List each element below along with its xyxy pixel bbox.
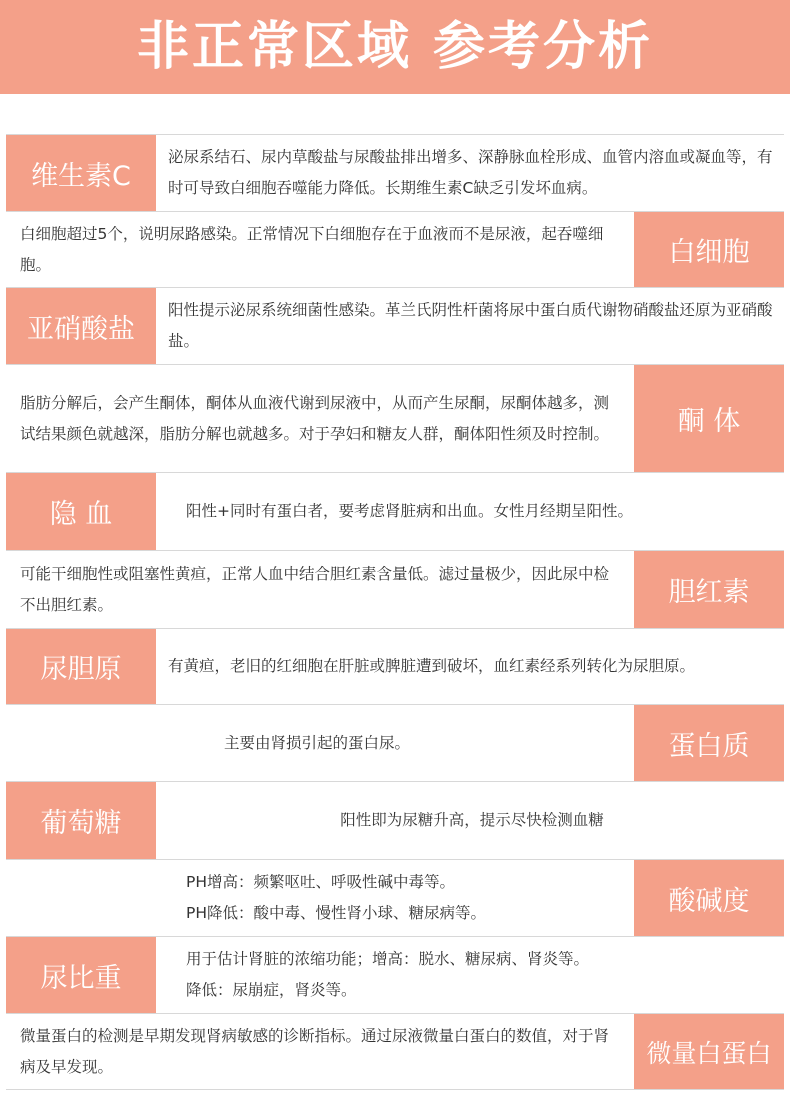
row-specific-gravity [6, 936, 784, 1013]
row-nitrite [6, 287, 784, 364]
page-title: 非正常区域 参考分析 [136, 17, 654, 77]
desc-bilirubin: 可能干细胞性或阻塞性黄疸，正常人血中结合胆红素含量低。滤过量极少，因此尿中检不出胆红素。 [20, 564, 610, 614]
row-microalbumin [6, 1013, 784, 1090]
row-ketone [6, 364, 784, 472]
label-vitamin-c: 维生素C [6, 135, 156, 211]
desc-specific-gravity-line-2: 降低：尿崩症，肾炎等。 [186, 981, 357, 999]
label-ph: 酸碱度 [634, 860, 784, 936]
header-banner [0, 0, 790, 94]
label-occult-blood: 隐 血 [6, 473, 156, 550]
label-protein: 蛋白质 [634, 705, 784, 781]
label-bilirubin: 胆红素 [634, 551, 784, 628]
desc-occult-blood: 阳性+同时有蛋白者，要考虑肾脏病和出血。女性月经期呈阳性。 [186, 502, 633, 520]
desc-glucose: 阳性即为尿糖升高，提示尽快检测血糖 [340, 811, 604, 829]
desc-ketone: 脂肪分解后，会产生酮体，酮体从血液代谢到尿液中，从而产生尿酮，尿酮体越多，测试结果颜色就越深，脂肪分解也就越多。对于孕妇和糖友人群，酮体阳性须及时控制。 [20, 393, 610, 443]
row-vitamin-c [6, 134, 784, 211]
label-urobilinogen: 尿胆原 [6, 629, 156, 704]
desc-microalbumin: 微量蛋白的检测是早期发现肾病敏感的诊断指标。通过尿液微量白蛋白的数值，对于肾病及早发现。 [20, 1026, 610, 1076]
desc-specific-gravity [156, 937, 784, 1013]
label-glucose: 葡萄糖 [6, 782, 156, 859]
label-microalbumin: 微量白蛋白 [634, 1014, 784, 1089]
desc-vitamin-c: 泌尿系结石、尿内草酸盐与尿酸盐排出增多、深静脉血栓形成、血管内溶血或凝血等，有时可导致白细胞吞噬能力降低。长期维生素C缺乏引发坏血病。 [168, 148, 773, 197]
row-bilirubin [6, 550, 784, 628]
desc-protein: 主要由肾损引起的蛋白尿。 [223, 733, 410, 752]
row-ph [6, 859, 784, 936]
desc-urobilinogen: 有黄疸，老旧的红细胞在肝脏或脾脏遭到破坏，血红素经系列转化为尿胆原。 [168, 657, 696, 675]
desc-ph [6, 860, 634, 936]
desc-specific-gravity-line-1: 用于估计肾脏的浓缩功能；增高：脱水、糖尿病、肾炎等。 [186, 950, 590, 968]
desc-nitrite: 阳性提示泌尿系统细菌性感染。革兰氏阴性杆菌将尿中蛋白质代谢物硝酸盐还原为亚硝酸盐。 [168, 301, 773, 350]
desc-white-blood-cell: 白细胞超过5个，说明尿路感染。正常情况下白细胞存在于血液而不是尿液，起吞噬细胞。 [20, 224, 604, 274]
label-ketone: 酮 体 [634, 365, 784, 472]
row-occult-blood [6, 472, 784, 550]
desc-ph-line-1: PH增高：频繁呕吐、呼吸性碱中毒等。 [186, 873, 456, 891]
label-nitrite: 亚硝酸盐 [6, 288, 156, 364]
label-specific-gravity: 尿比重 [6, 937, 156, 1013]
row-protein [6, 704, 784, 781]
desc-ph-line-2: PH降低：酸中毒、慢性肾小球、糖尿病等。 [186, 904, 487, 922]
row-white-blood-cell [6, 211, 784, 287]
row-urobilinogen [6, 628, 784, 704]
label-white-blood-cell: 白细胞 [634, 212, 784, 287]
row-glucose [6, 781, 784, 859]
